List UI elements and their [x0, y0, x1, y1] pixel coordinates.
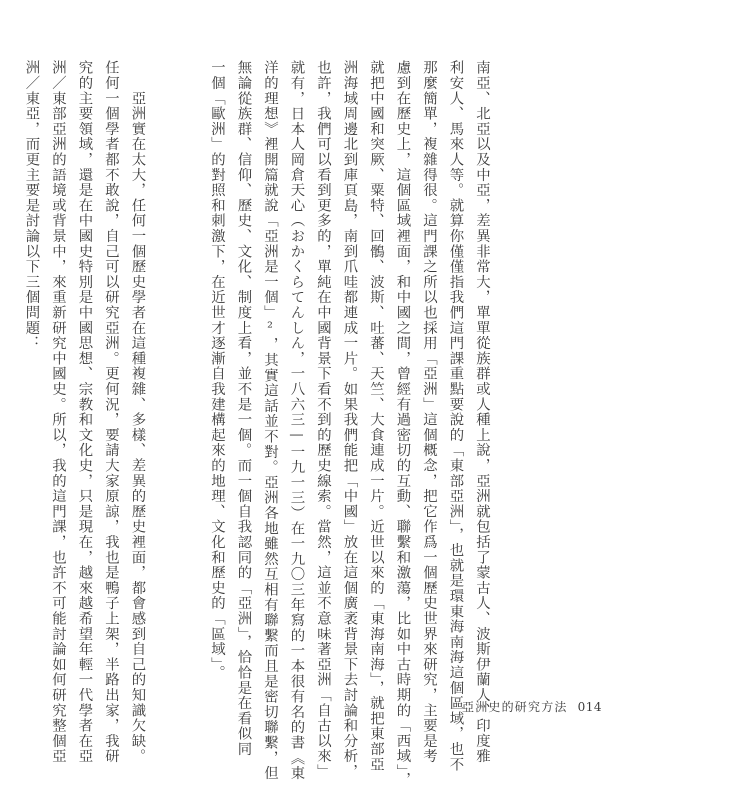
- page-number: 014: [577, 700, 603, 714]
- page-footer: [462, 698, 602, 715]
- running-title: 亞洲史的研究方法: [462, 700, 568, 714]
- paragraph-2: 亞洲實在太大，任何一個歷史學者在這種複雜、多樣、差異的歷史裡面，都會感到自己的知識欠缺。 任何一個學者都不敢說，自己可以研究亞洲。更何況，要請大家原諒，我也是鴨子上架，半路出家，我研 究的主要領域，還是在中國史特別是中國思想、宗教和文化史，只是現在，越來越希望年輕一代學者在亞 洲／東部亞洲的語境或背景中，來重新研究中國史。所以，我的這門課，也許不可能討論如何研究整個亞 洲／東亞，而更主要是討論以下三個問題：: [23, 60, 146, 764]
- paragraph-1: 南亞、北亞以及中亞，差異非常大，單單從族群或人種上說，亞洲就包括了蒙古人、波斯伊蘭人、印度雅 利安人、馬來人等。就算你僅僅指我們這門課重點要說的「東部亞洲」，也就是環東海南海這個區域，也不 那麼簡單，複雜得很。這門課之所以也採用「亞洲」這個概念，把它作爲一個歷史世界來研究，主要是考 慮到在歷史上，這個區域裡面，和中國之間，曾經有過密切的互動、聯繫和激蕩，比如中古時期的「西域」， 就把中國和突厥、粟特、回鶻、波斯、吐蕃、天竺、大食連成一片。近世以來的「東海南海」，就把東部亞 洲海域周邊北到庫頁島，南到爪哇都連成一片。如果我們能把「中國」放在這個廣袤背景下去討論和分析， 也許，我們可以看到更多的，單純在中國背景下看不到的歷史線索。當然，這並不意味著亞洲「自古以來」 就有，日本人岡倉天心（おかくらてんしん，一八六三—一九一三）在一九〇三年寫的一本很有名的書《東 洋的理想》裡開篇就說「亞洲是一個」²，其實這話並不對。亞洲各地雖然互相有聯繫而且是密切聯繫，但 無論從族群、信仰、歷史、文化、制度上看，並不是一個。而一個自我認同的「亞洲」，恰恰是在看似同 一個「歐洲」的對照和刺激下，在近世才逐漸自我建構起來的地理、文化和歷史的「區域」。: [209, 60, 490, 787]
